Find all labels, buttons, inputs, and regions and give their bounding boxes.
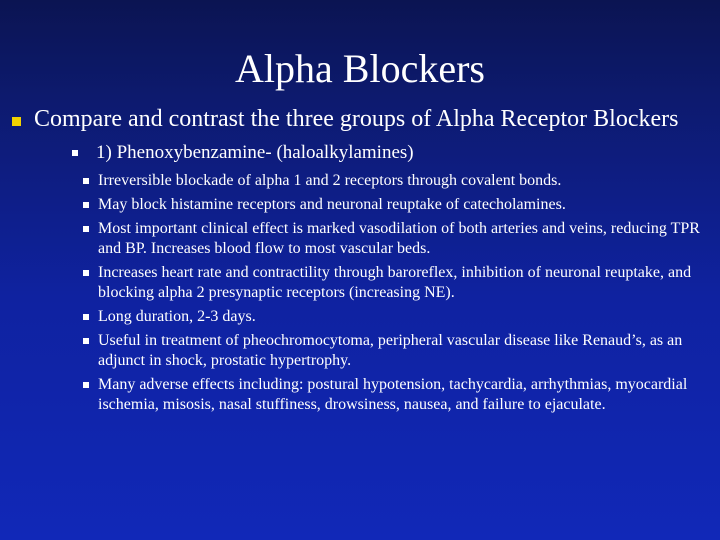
- square-bullet-icon: [12, 117, 21, 126]
- bullet-level1: [10, 105, 700, 134]
- square-bullet-icon: [83, 270, 89, 276]
- list-item-text: Increases heart rate and contractility through baroreflex, inhibition of neuronal reuptake, and blocking alpha 2 presynaptic receptors (increasing NE).: [98, 264, 692, 301]
- list-item: [10, 331, 700, 371]
- square-bullet-icon: [72, 150, 78, 156]
- list-item: [10, 375, 700, 415]
- list-item: [10, 195, 700, 215]
- list-item: [10, 171, 700, 191]
- square-bullet-icon: [83, 178, 89, 184]
- square-bullet-icon: [83, 226, 89, 232]
- list-item-text: Long duration, 2-3 days.: [98, 308, 256, 325]
- slide-body: [10, 105, 700, 419]
- square-bullet-icon: [83, 202, 89, 208]
- list-item: [10, 307, 700, 327]
- list-item-text: Most important clinical effect is marked vasodilation of both arteries and veins, reducing TPR and BP. Increases blood flow to most vascular beds.: [98, 220, 700, 257]
- square-bullet-icon: [83, 338, 89, 344]
- list-item: [10, 263, 700, 303]
- bullet-level3-list: [10, 171, 700, 415]
- square-bullet-icon: [83, 314, 89, 320]
- list-item: [10, 219, 700, 259]
- list-item-text: Irreversible blockade of alpha 1 and 2 receptors through covalent bonds.: [98, 172, 562, 189]
- list-item-text: May block histamine receptors and neuronal reuptake of catecholamines.: [98, 196, 566, 213]
- slide-title: Alpha Blockers: [235, 46, 485, 91]
- bullet-level2: [10, 141, 700, 164]
- list-item-text: Useful in treatment of pheochromocytoma, peripheral vascular disease like Renaud’s, as an adjunct in shock, prostatic hypertrophy.: [98, 332, 683, 369]
- bullet-level2-text: 1) Phenoxybenzamine- (haloalkylamines): [96, 142, 414, 163]
- square-bullet-icon: [83, 382, 89, 388]
- bullet-level1-text: Compare and contrast the three groups of Alpha Receptor Blockers: [34, 106, 679, 132]
- list-item-text: Many adverse effects including: postural hypotension, tachycardia, arrhythmias, myocardial ischemia, misosis, nasal stuffiness, drowsiness, nausea, and failure to ejaculate.: [98, 376, 688, 413]
